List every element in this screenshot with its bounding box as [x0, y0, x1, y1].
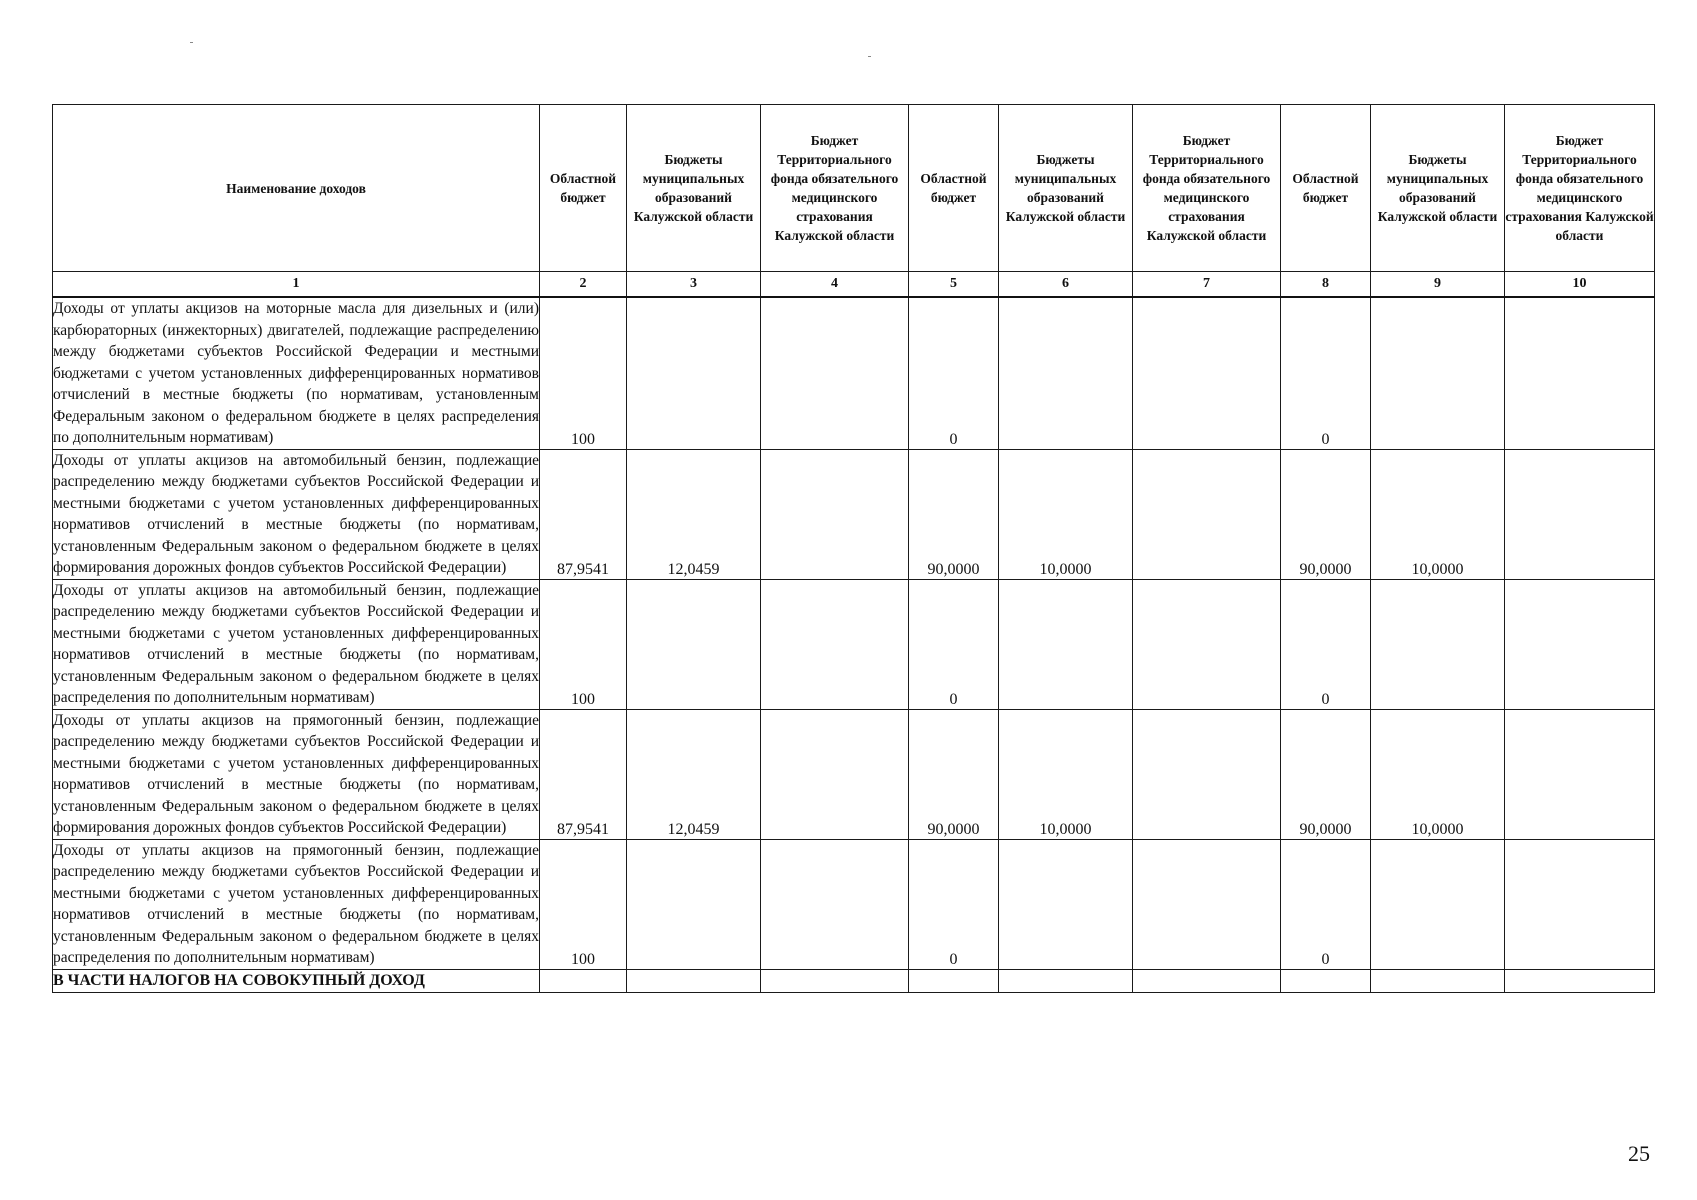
value-cell — [761, 297, 909, 449]
page-number: 25 — [1628, 1141, 1650, 1166]
value-cell: 10,0000 — [1371, 709, 1505, 839]
column-number: 7 — [1133, 272, 1281, 298]
value-cell: 87,9541 — [540, 709, 627, 839]
value-cell — [627, 969, 761, 992]
value-cell — [1133, 579, 1281, 709]
value-cell — [1133, 709, 1281, 839]
revenue-name: Доходы от уплаты акцизов на автомобильный бензин, подлежащие распределению между бюджетами субъектов Российской Федерации и местными бюджетами с учетом установленных дифференцированных нормативов отчислений в местные бюджеты (по нормативам, установленным Федеральным законом о федеральном бюджете в целях формирования дорожных фондов субъектов Российской Федерации) — [53, 449, 540, 579]
column-number: 9 — [1371, 272, 1505, 298]
column-header: Бюджеты муниципальных образований Калужской области — [1371, 105, 1505, 272]
column-number: 4 — [761, 272, 909, 298]
column-number: 6 — [999, 272, 1133, 298]
column-header: Бюджеты муниципальных образований Калужской области — [627, 105, 761, 272]
value-cell — [1371, 297, 1505, 449]
column-number: 3 — [627, 272, 761, 298]
column-header: Областной бюджет — [1281, 105, 1371, 272]
value-cell: 100 — [540, 297, 627, 449]
value-cell — [761, 839, 909, 969]
value-cell: 10,0000 — [999, 449, 1133, 579]
value-cell: 12,0459 — [627, 709, 761, 839]
value-cell: 90,0000 — [909, 449, 999, 579]
value-cell — [1371, 969, 1505, 992]
value-cell — [1505, 709, 1655, 839]
header-row — [53, 105, 1655, 272]
table-row — [53, 839, 1655, 969]
value-cell: 0 — [1281, 839, 1371, 969]
value-cell — [1281, 969, 1371, 992]
value-cell: 0 — [909, 297, 999, 449]
revenue-name: Доходы от уплаты акцизов на моторные масла для дизельных и (или) карбюраторных (инжекторных) двигателей, подлежащие распределению между бюджетами субъектов Российской Федерации и местными бюджетами с учетом установленных дифференцированных нормативов отчислений в местные бюджеты (по нормативам, установленным Федеральным законом о федеральном бюджете в целях распределения по дополнительным нормативам) — [53, 297, 540, 449]
value-cell — [999, 297, 1133, 449]
value-cell — [1371, 839, 1505, 969]
value-cell: 87,9541 — [540, 449, 627, 579]
table-row — [53, 449, 1655, 579]
value-cell: 90,0000 — [1281, 449, 1371, 579]
value-cell: 12,0459 — [627, 449, 761, 579]
value-cell — [1505, 449, 1655, 579]
value-cell: 0 — [1281, 579, 1371, 709]
value-cell — [627, 839, 761, 969]
table-row — [53, 579, 1655, 709]
column-header: Бюджет Территориального фонда обязательного медицинского страхования Калужской области — [1133, 105, 1281, 272]
value-cell: 100 — [540, 579, 627, 709]
value-cell — [627, 297, 761, 449]
value-cell — [1133, 969, 1281, 992]
value-cell: 100 — [540, 839, 627, 969]
table-row — [53, 297, 1655, 449]
value-cell — [761, 449, 909, 579]
value-cell: 0 — [1281, 297, 1371, 449]
value-cell — [999, 579, 1133, 709]
revenue-name: Доходы от уплаты акцизов на автомобильный бензин, подлежащие распределению между бюджетами субъектов Российской Федерации и местными бюджетами с учетом установленных дифференцированных нормативов отчислений в местные бюджеты (по нормативам, установленным Федеральным законом о федеральном бюджете в целях распределения по дополнительным нормативам) — [53, 579, 540, 709]
value-cell — [999, 969, 1133, 992]
column-number-row — [53, 272, 1655, 298]
column-number: 10 — [1505, 272, 1655, 298]
value-cell — [1505, 297, 1655, 449]
value-cell — [1133, 839, 1281, 969]
revenue-name: Доходы от уплаты акцизов на прямогонный бензин, подлежащие распределению между бюджетами субъектов Российской Федерации и местными бюджетами с учетом установленных дифференцированных нормативов отчислений в местные бюджеты (по нормативам, установленным Федеральным законом о федеральном бюджете в целях формирования дорожных фондов субъектов Российской Федерации) — [53, 709, 540, 839]
value-cell — [1133, 297, 1281, 449]
scan-speck — [868, 56, 871, 57]
revenue-distribution-table — [52, 104, 1655, 993]
revenue-name: Доходы от уплаты акцизов на прямогонный бензин, подлежащие распределению между бюджетами субъектов Российской Федерации и местными бюджетами с учетом установленных дифференцированных нормативов отчислений в местные бюджеты (по нормативам, установленным Федеральным законом о федеральном бюджете в целях распределения по дополнительным нормативам) — [53, 839, 540, 969]
value-cell — [761, 579, 909, 709]
value-cell — [909, 969, 999, 992]
value-cell: 90,0000 — [1281, 709, 1371, 839]
column-number: 5 — [909, 272, 999, 298]
section-title: В ЧАСТИ НАЛОГОВ НА СОВОКУПНЫЙ ДОХОД — [53, 969, 540, 992]
column-header: Бюджеты муниципальных образований Калужской области — [999, 105, 1133, 272]
value-cell — [540, 969, 627, 992]
value-cell — [627, 579, 761, 709]
value-cell: 90,0000 — [909, 709, 999, 839]
column-header: Бюджет Территориального фонда обязательного медицинского страхования Калужской области — [1505, 105, 1655, 272]
value-cell: 0 — [909, 839, 999, 969]
column-header: Наименование доходов — [53, 105, 540, 272]
value-cell — [761, 709, 909, 839]
value-cell: 10,0000 — [999, 709, 1133, 839]
value-cell — [761, 969, 909, 992]
column-header: Областной бюджет — [909, 105, 999, 272]
value-cell — [999, 839, 1133, 969]
section-row — [53, 969, 1655, 992]
column-header: Бюджет Территориального фонда обязательного медицинского страхования Калужской области — [761, 105, 909, 272]
scan-speck — [190, 42, 193, 43]
value-cell — [1505, 969, 1655, 992]
value-cell — [1505, 579, 1655, 709]
value-cell — [1133, 449, 1281, 579]
value-cell — [1371, 579, 1505, 709]
column-number: 2 — [540, 272, 627, 298]
value-cell — [1505, 839, 1655, 969]
column-number: 1 — [53, 272, 540, 298]
table-row — [53, 709, 1655, 839]
column-header: Областной бюджет — [540, 105, 627, 272]
value-cell: 0 — [909, 579, 999, 709]
value-cell: 10,0000 — [1371, 449, 1505, 579]
column-number: 8 — [1281, 272, 1371, 298]
